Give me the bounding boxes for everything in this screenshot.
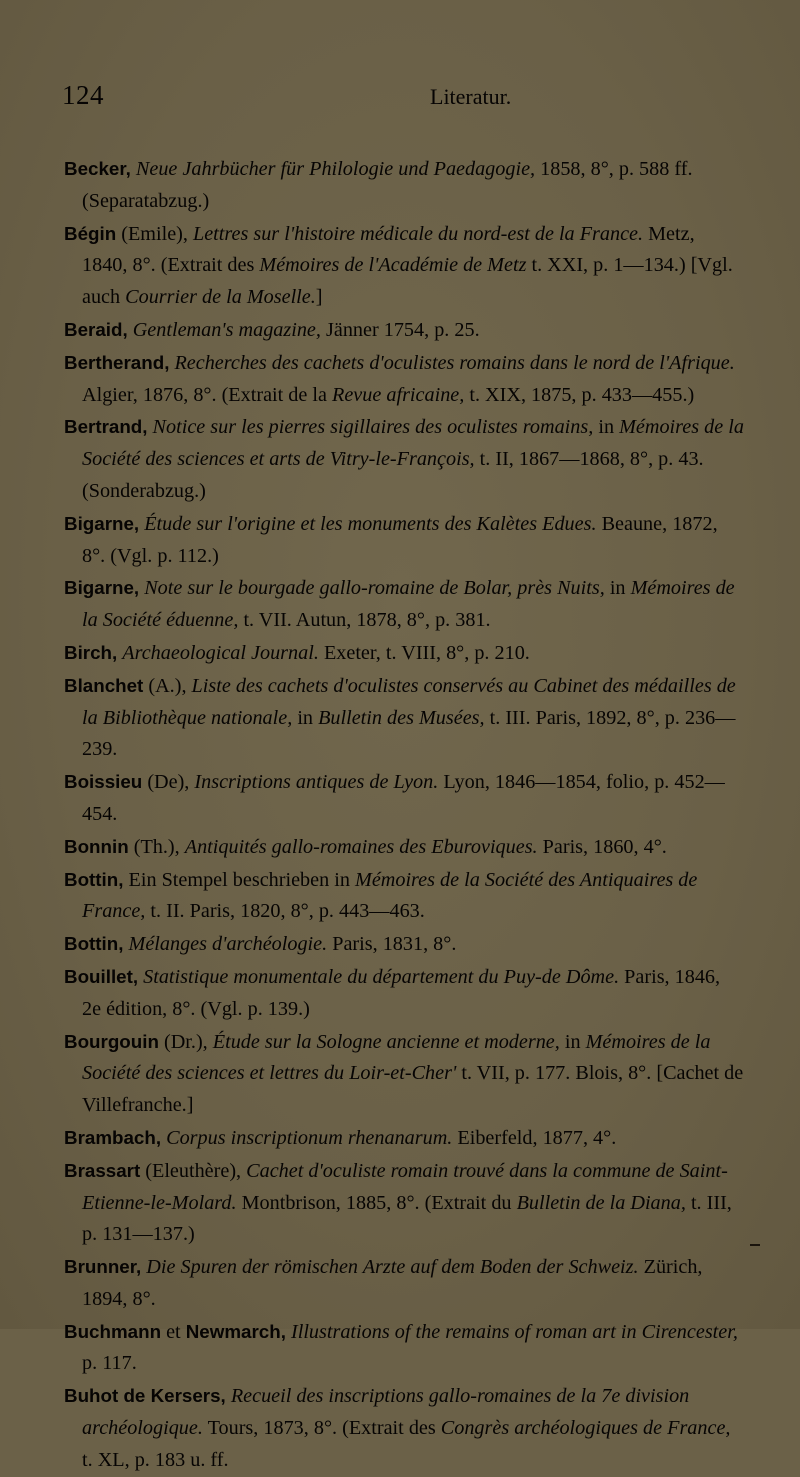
entry-work-title: Antiquités gallo-romaines des Eburoviques. xyxy=(184,835,538,858)
entry-text: Montbrison, 1885, 8°. (Extrait du xyxy=(236,1191,517,1214)
entry-author: Becker, xyxy=(64,158,131,179)
entry-author: Bottin, xyxy=(64,868,124,890)
entry-author: Bertrand, xyxy=(64,416,148,438)
bibliography-entry xyxy=(64,508,744,573)
entry-text: in xyxy=(559,1030,586,1053)
entry-author: Birch, xyxy=(64,641,118,663)
entry-text: (Th.), xyxy=(128,835,185,858)
bibliography-entry xyxy=(64,1251,744,1316)
entry-work-title: Mélanges d'archéologie. xyxy=(128,933,328,956)
entry-work-title: Courrier de la Moselle. xyxy=(125,286,316,309)
entry-text: Zürich, 1894, 8°. xyxy=(82,1256,703,1310)
entry-text: ] xyxy=(315,286,323,309)
entry-text: t. II, 1867—1868, 8°, p. 43. (Sonderabzug.) xyxy=(82,448,704,502)
bibliography-entry xyxy=(64,153,744,218)
entry-work-title: Bulletin de la Diana, xyxy=(516,1191,686,1214)
entry-text: Jänner 1754, p. 25. xyxy=(320,318,480,341)
entry-work-title: Congrès archéologiques de France, xyxy=(440,1417,731,1440)
entry-author: Bégin xyxy=(64,222,117,244)
entry-text: t. XXI, p. 1—134.) [Vgl. auch xyxy=(82,254,733,309)
entry-text: Eiberfeld, 1877, 4°. xyxy=(452,1126,617,1149)
entry-text: Tours, 1873, 8°. (Extrait des xyxy=(202,1417,441,1440)
entry-text: (Eleuthère), xyxy=(140,1159,247,1182)
entry-text: (A.), xyxy=(143,674,192,697)
bibliography-entry xyxy=(64,831,744,864)
page-edge-mark xyxy=(750,1244,760,1246)
entry-work-title: Gentleman's magazine, xyxy=(132,318,321,341)
entry-work-title: Étude sur la Sologne ancienne et moderne, xyxy=(212,1030,560,1053)
entry-work-title: Bulletin des Musées, xyxy=(318,706,485,729)
entry-text: t. II. Paris, 1820, 8°, p. 443—463. xyxy=(145,900,425,923)
entry-author: Bourgouin xyxy=(64,1030,159,1052)
bibliography-entry xyxy=(64,411,744,507)
entry-text: t. III. Paris, 1892, 8°, p. 236—239. xyxy=(82,706,736,761)
entry-text: in xyxy=(593,416,620,439)
bibliography-entry xyxy=(64,314,744,347)
entry-author: Bottin, xyxy=(64,933,124,955)
page-number: 124 xyxy=(62,80,104,110)
entry-text: (De), xyxy=(142,771,195,794)
entry-work-title: Note sur le bourgade gallo-romaine de Bolar, près Nuits, xyxy=(144,577,605,600)
entry-work-title: Corpus inscriptionum rhenanarum. xyxy=(166,1126,453,1149)
bibliography-entry xyxy=(64,637,744,670)
entry-text: Beaune, 1872, 8°. (Vgl. p. 112.) xyxy=(82,512,718,567)
entry-work-title: Mémoires de la Société des sciences et arts de Vitry-le-François, xyxy=(82,416,744,471)
entry-author: Bertherand, xyxy=(64,351,170,373)
bibliography-list xyxy=(64,153,744,1477)
entry-work-title: Notice sur les pierres sigillaires des oculistes romains, xyxy=(152,416,594,439)
bibliography-entry xyxy=(64,1026,744,1122)
bibliography-entry xyxy=(64,347,744,412)
bibliography-entry xyxy=(64,670,744,766)
entry-work-title: Étude sur l'origine et les monuments des Kalètes Edues. xyxy=(144,512,597,535)
entry-work-title: Liste des cachets d'oculistes conservés au Cabinet des médailles de la Bibliothèque nationale, xyxy=(82,674,736,729)
entry-text: p. 117. xyxy=(82,1352,137,1375)
entry-author: Blanchet xyxy=(64,674,144,696)
bibliography-entry xyxy=(64,961,744,1026)
entry-author: Bouillet, xyxy=(64,965,139,987)
entry-text: et xyxy=(161,1320,186,1343)
bibliography-entry xyxy=(64,1155,744,1251)
entry-work-title: Illustrations of the remains of roman art in Cirencester, xyxy=(290,1320,738,1343)
entry-author: Bonnin xyxy=(64,835,129,857)
entry-text: t. III, p. 131—137.) xyxy=(82,1191,732,1246)
entry-work-title: Neue Jahrbücher für Philologie und Paedagogie, xyxy=(135,158,536,180)
entry-text: 1858, 8°, p. 588 ff. (Separatabzug.) xyxy=(82,158,693,212)
entry-text: Lyon, 1846—1854, folio, p. 452—454. xyxy=(82,771,725,825)
entry-work-title: Recueil des inscriptions gallo-romaines de la 7e division archéologique. xyxy=(82,1385,690,1440)
entry-work-title: Mémoires de l'Académie de Metz xyxy=(259,254,527,277)
entry-author: Beraid, xyxy=(64,318,128,340)
entry-text: in xyxy=(292,706,319,729)
entry-text: Paris, 1860, 4°. xyxy=(537,835,667,858)
entry-text: t. XIX, 1875, p. 433—455.) xyxy=(464,383,695,406)
entry-author: Brassart xyxy=(64,1159,141,1181)
entry-text: (Dr.), xyxy=(158,1030,213,1053)
entry-work-title: Die Spuren der römischen Arzte auf dem Boden der Schweiz. xyxy=(146,1256,639,1279)
entry-author: Bigarne, xyxy=(64,512,140,534)
bibliography-entry xyxy=(64,1122,744,1155)
bibliography-entry xyxy=(64,1316,744,1381)
entry-work-title: Mémoires de la Société des Antiquaires de France, xyxy=(82,868,698,923)
entry-work-title: Revue africaine, xyxy=(332,383,465,406)
entry-author: Buchmann xyxy=(64,1320,162,1342)
entry-text: Ein Stempel beschrieben in xyxy=(123,868,355,891)
page-header xyxy=(62,80,762,114)
bibliography-entry xyxy=(64,572,744,637)
bibliography-entry xyxy=(64,766,744,831)
entry-text: in xyxy=(604,577,631,600)
entry-text: t. VII, p. 177. Blois, 8°. [Cachet de Villefranche.] xyxy=(82,1062,744,1117)
entry-author: Brunner, xyxy=(64,1256,142,1278)
entry-text: Paris, 1846, 2e édition, 8°. (Vgl. p. 139.) xyxy=(82,965,721,1020)
entry-text: t. VII. Autun, 1878, 8°, p. 381. xyxy=(238,609,491,632)
entry-coauthor: Newmarch, xyxy=(185,1320,286,1342)
entry-text: Exeter, t. VIII, 8°, p. 210. xyxy=(318,641,530,664)
entry-text: Paris, 1831, 8°. xyxy=(327,933,457,956)
entry-work-title: Mémoires de la Société des sciences et lettres du Loir-et-Cher' xyxy=(82,1030,711,1085)
entry-work-title: Mémoires de la Société éduenne, xyxy=(82,577,735,632)
entry-text: (Emile), xyxy=(116,222,193,245)
entry-work-title: Recherches des cachets d'oculistes romains dans le nord de l'Afrique. xyxy=(174,351,735,374)
entry-work-title: Statistique monumentale du département du Puy-de Dôme. xyxy=(143,965,620,988)
entry-text: Algier, 1876, 8°. (Extrait de la xyxy=(82,383,333,406)
entry-work-title: Cachet d'oculiste romain trouvé dans la commune de Saint-Etienne-le-Molard. xyxy=(82,1159,728,1214)
entry-work-title: Archaeological Journal. xyxy=(122,641,319,664)
entry-author: Bigarne, xyxy=(64,577,140,599)
entry-text: Metz, 1840, 8°. (Extrait des xyxy=(82,222,695,277)
entry-work-title: Lettres sur l'histoire médicale du nord-est de la France. xyxy=(192,222,644,245)
entry-text: t. XL, p. 183 u. ff. xyxy=(82,1448,229,1471)
entry-work-title: Inscriptions antiques de Lyon. xyxy=(194,771,439,794)
bibliography-entry xyxy=(64,928,744,961)
entry-author: Brambach, xyxy=(64,1126,162,1148)
bibliography-entry xyxy=(64,864,744,929)
bibliography-entry xyxy=(64,218,744,314)
bibliography-entry xyxy=(64,1380,744,1476)
entry-author: Boissieu xyxy=(64,771,143,793)
entry-author: Buhot de Kersers, xyxy=(64,1385,226,1407)
running-title: Literatur. xyxy=(430,84,512,109)
